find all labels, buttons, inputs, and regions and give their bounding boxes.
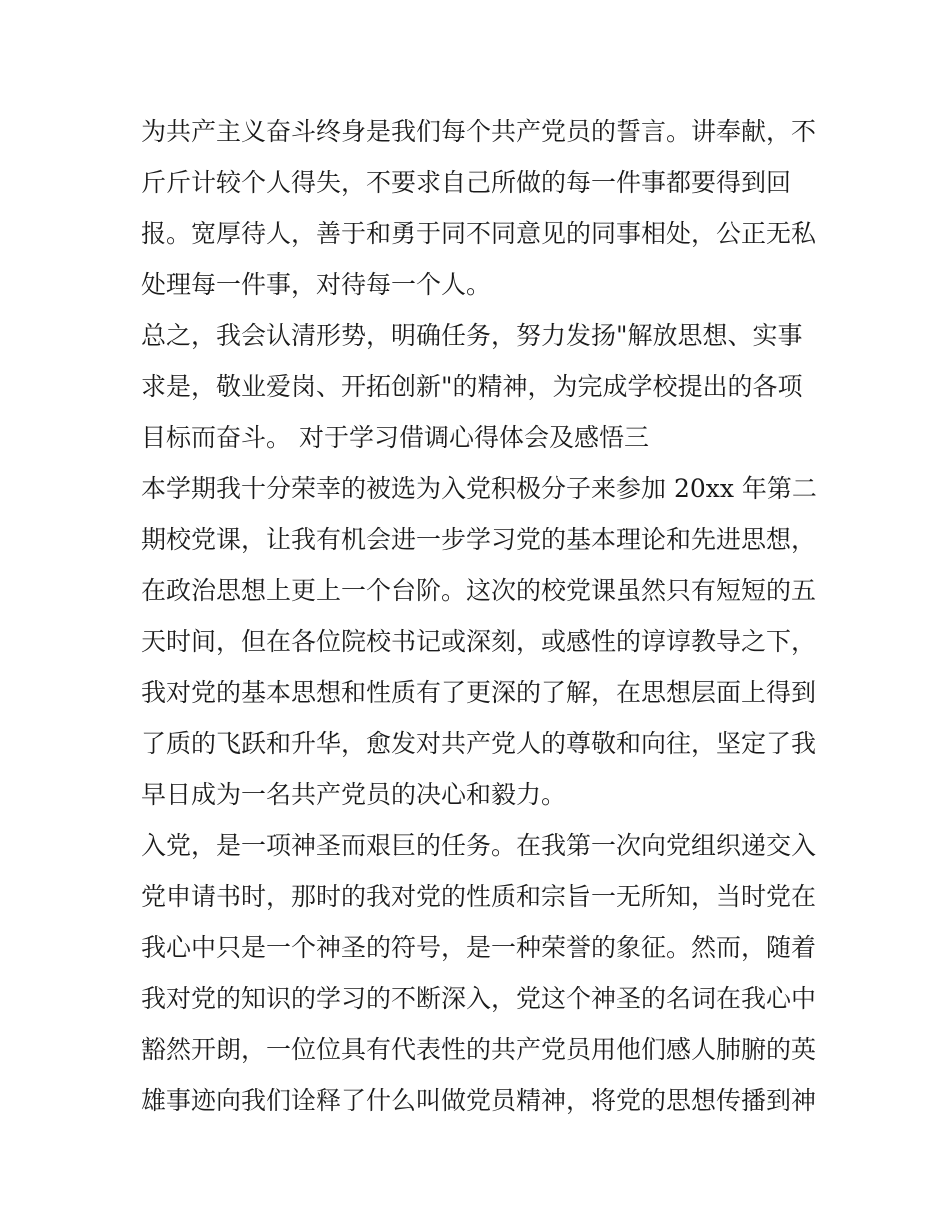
text-line: 雄事迹向我们诠释了什么叫做党员精神，将党的思想传播到神: [141, 1086, 817, 1115]
text-line: 求是，敬业爱岗、开拓创新"的精神，为完成学校提出的各项: [141, 372, 803, 401]
text-line: 处理每一件事，对待每一个人。: [141, 270, 492, 299]
text-line: 目标而奋斗。 对于学习借调心得体会及感悟三: [141, 423, 649, 452]
text-line: 早日成为一名共产党员的决心和毅力。: [141, 780, 567, 809]
text-line: 在政治思想上更上一个台阶。这次的校党课虽然只有短短的五: [141, 576, 817, 605]
text-line: 总之，我会认清形势，明确任务，努力发扬"解放思想、实事: [141, 321, 803, 350]
text-line: 党申请书时，那时的我对党的性质和宗旨一无所知，当时党在: [141, 882, 817, 911]
text-line: 天时间，但在各位院校书记或深刻，或感性的谆谆教导之下，: [141, 627, 817, 656]
document-body: [141, 106, 821, 1126]
text-line: 入党，是一项神圣而艰巨的任务。在我第一次向党组织递交入: [141, 831, 817, 860]
text-line: 本学期我十分荣幸的被选为入党积极分子来参加 20xx 年第二: [141, 474, 817, 503]
text-line: 我对党的知识的学习的不断深入，党这个神圣的名词在我心中: [141, 984, 817, 1013]
text-line: 豁然开朗，一位位具有代表性的共产党员用他们感人肺腑的英: [141, 1035, 817, 1064]
text-line: 期校党课，让我有机会进一步学习党的基本理论和先进思想，: [141, 525, 817, 554]
text-line: 我对党的基本思想和性质有了更深的了解，在思想层面上得到: [141, 678, 817, 707]
text-line: 为共产主义奋斗终身是我们每个共产党员的誓言。讲奉献，不: [141, 117, 817, 146]
text-line: 报。宽厚待人，善于和勇于同不同意见的同事相处，公正无私: [141, 219, 817, 248]
text-line: 斤斤计较个人得失，不要求自己所做的每一件事都要得到回: [141, 168, 792, 197]
text-line: 了质的飞跃和升华，愈发对共产党人的尊敬和向往，坚定了我: [141, 729, 817, 758]
text-line: 我心中只是一个神圣的符号，是一种荣誉的象征。然而，随着: [141, 933, 817, 962]
